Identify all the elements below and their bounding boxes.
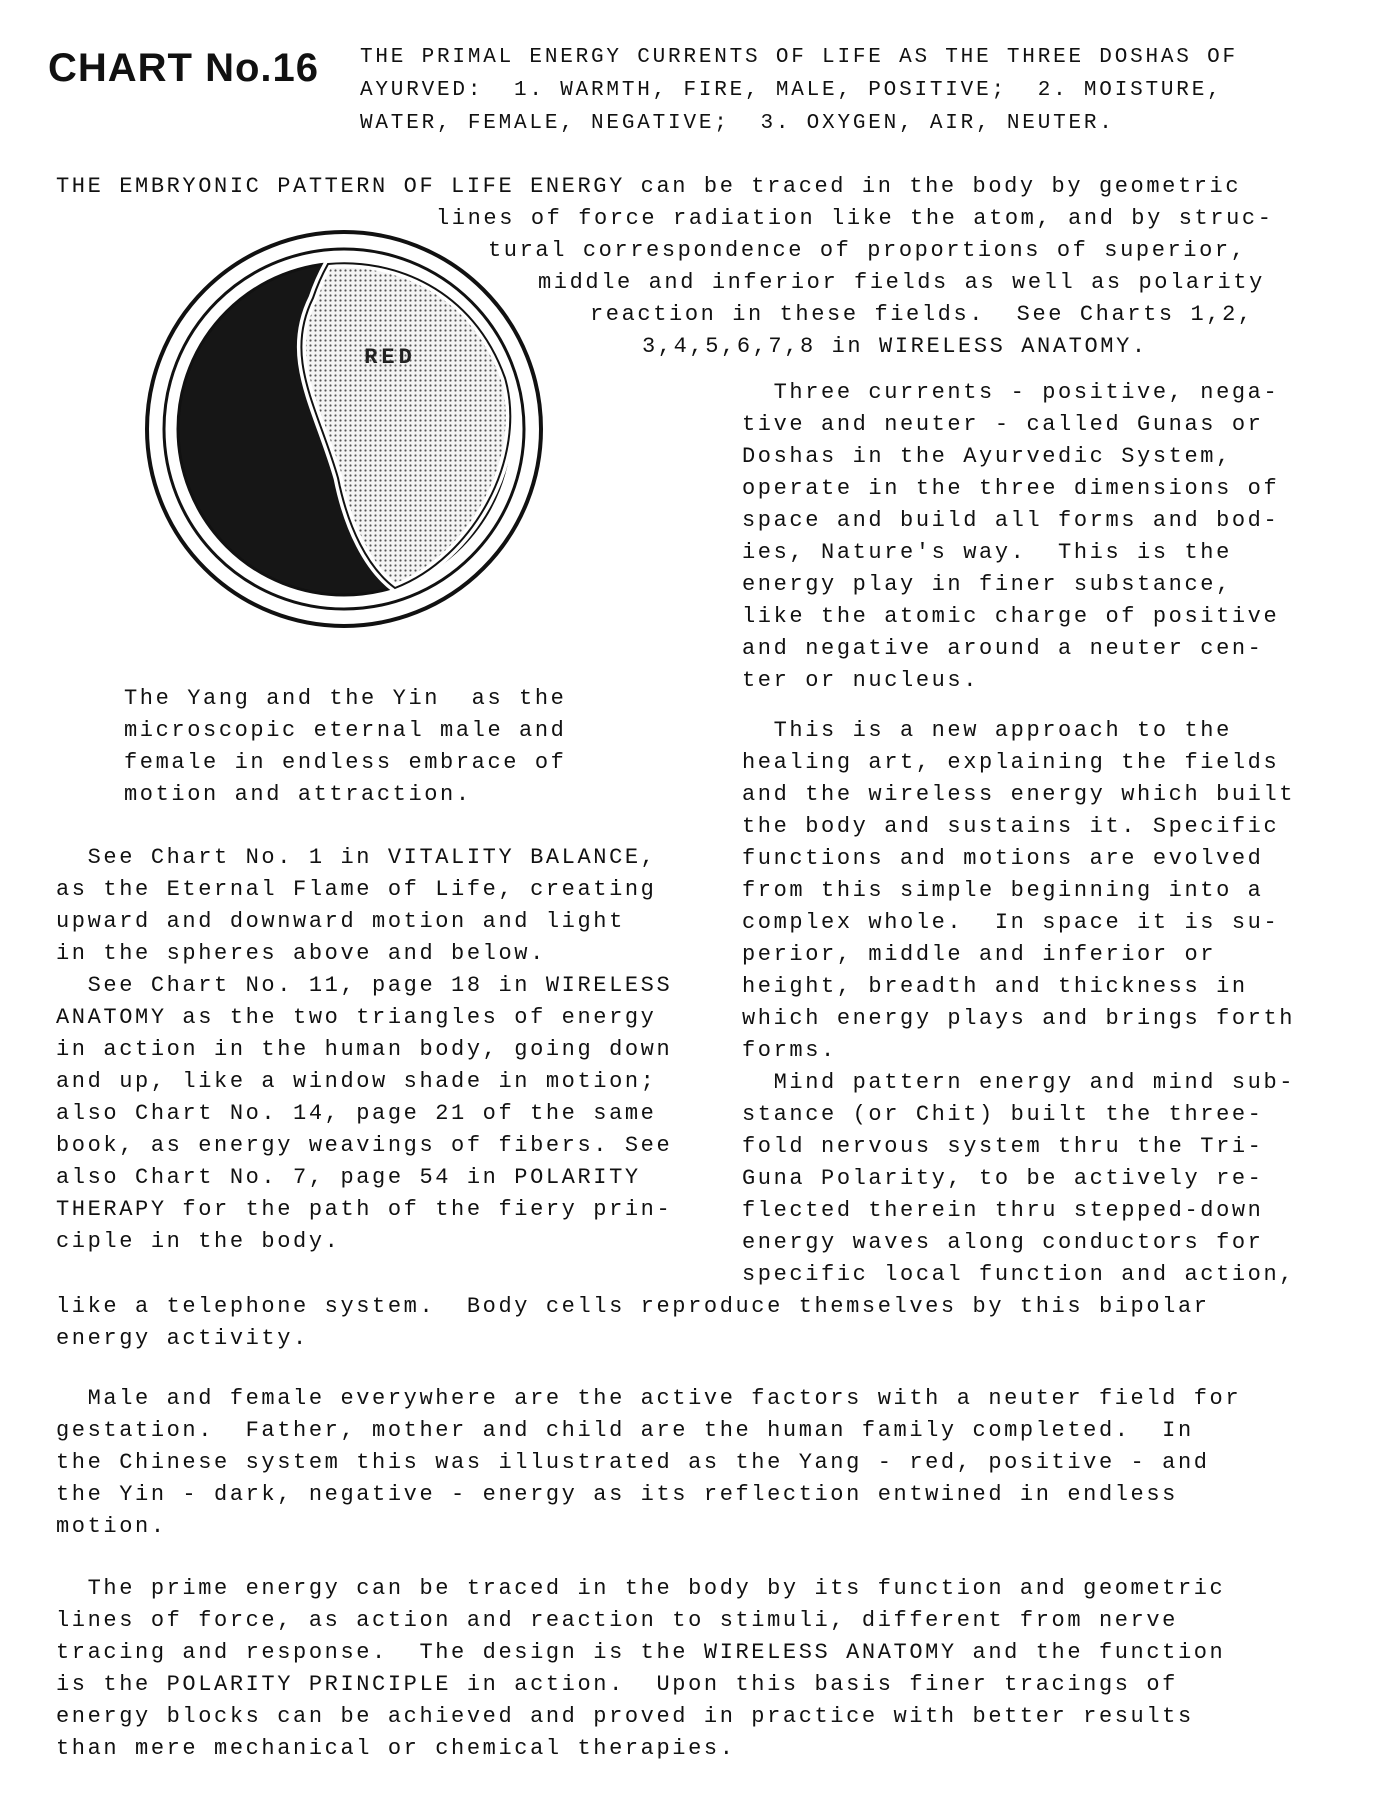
- paragraph-line: the Yin - dark, negative - energy as its reflection entwined in endless: [56, 1482, 1178, 1507]
- right-column-line: operate in the three dimensions of: [742, 476, 1280, 501]
- right-column-line: stance (or Chit) built the three-: [742, 1102, 1264, 1127]
- chart-number-heading: CHART No.16: [48, 46, 320, 90]
- right-column-line: like the atomic charge of positive: [742, 604, 1280, 629]
- left-column-line: See Chart No. 11, page 18 in WIRELESS: [56, 973, 673, 998]
- red-label: RED: [364, 345, 416, 370]
- intro-line: middle and inferior fields as well as polarity: [538, 270, 1265, 295]
- right-column-line: functions and motions are evolved: [742, 846, 1264, 871]
- right-column-line: forms.: [742, 1038, 837, 1063]
- right-column-line: the body and sustains it. Specific: [742, 814, 1280, 839]
- right-column-line: perior, middle and inferior or: [742, 942, 1217, 967]
- right-column-line: energy play in finer substance,: [742, 572, 1232, 597]
- paragraph-line: gestation. Father, mother and child are the human family completed. In: [56, 1418, 1194, 1443]
- subtitle-line: WATER, FEMALE, NEGATIVE; 3. OXYGEN, AIR, NEUTER.: [360, 112, 1115, 135]
- left-column-line: upward and downward motion and light: [56, 909, 625, 934]
- paragraph-line: the Chinese system this was illustrated as the Yang - red, positive - and: [56, 1450, 1210, 1475]
- right-column-line: energy waves along conductors for: [742, 1230, 1264, 1255]
- right-column-line: ies, Nature's way. This is the: [742, 540, 1232, 565]
- right-column-line: healing art, explaining the fields: [742, 750, 1280, 775]
- caption-line: female in endless embrace of: [124, 750, 567, 775]
- left-column-line: also Chart No. 7, page 54 in POLARITY: [56, 1165, 641, 1190]
- right-column-line: flected therein thru stepped-down: [742, 1198, 1264, 1223]
- right-column-line: Guna Polarity, to be actively re-: [742, 1166, 1264, 1191]
- right-column-line: and the wireless energy which built: [742, 782, 1296, 807]
- paragraph-line: motion.: [56, 1514, 167, 1539]
- paragraph-line: Male and female everywhere are the active factors with a neuter field for: [56, 1386, 1242, 1411]
- left-column-line: as the Eternal Flame of Life, creating: [56, 877, 657, 902]
- right-column-line: tive and neuter - called Gunas or: [742, 412, 1264, 437]
- intro-line: tural correspondence of proportions of superior,: [488, 238, 1247, 263]
- intro-line: THE EMBRYONIC PATTERN OF LIFE ENERGY can be traced in the body by geometric: [56, 174, 1242, 199]
- intro-line: lines of force radiation like the atom, and by struc-: [436, 206, 1274, 231]
- right-column-line: from this simple beginning into a: [742, 878, 1264, 903]
- left-column-line: also Chart No. 14, page 21 of the same: [56, 1101, 657, 1126]
- left-column-line: book, as energy weavings of fibers. See: [56, 1133, 673, 1158]
- intro-line: 3,4,5,6,7,8 in WIRELESS ANATOMY.: [642, 334, 1148, 359]
- left-column-line: in the spheres above and below.: [56, 941, 546, 966]
- right-column-line: Three currents - positive, nega-: [742, 380, 1280, 405]
- right-column-line: ter or nucleus.: [742, 668, 980, 693]
- yin-yang-figure: [143, 228, 545, 630]
- paragraph-line: is the POLARITY PRINCIPLE in action. Upon this basis finer tracings of: [56, 1672, 1178, 1697]
- left-column-line: and up, like a window shade in motion;: [56, 1069, 657, 1094]
- right-column-line: complex whole. In space it is su-: [742, 910, 1280, 935]
- right-column-line: height, breadth and thickness in: [742, 974, 1248, 999]
- caption-line: The Yang and the Yin as the: [124, 686, 567, 711]
- left-column-line: ANATOMY as the two triangles of energy: [56, 1005, 657, 1030]
- right-column-line: and negative around a neuter cen-: [742, 636, 1264, 661]
- paragraph-line: The prime energy can be traced in the body by its function and geometric: [56, 1576, 1226, 1601]
- subtitle-line: THE PRIMAL ENERGY CURRENTS OF LIFE AS THE THREE DOSHAS OF: [360, 46, 1238, 69]
- intro-line: reaction in these fields. See Charts 1,2,: [590, 302, 1254, 327]
- right-column-line: specific local function and action,: [742, 1262, 1296, 1287]
- paragraph-line: than mere mechanical or chemical therapies.: [56, 1736, 736, 1761]
- right-column-line: Mind pattern energy and mind sub-: [742, 1070, 1296, 1095]
- right-column-line: This is a new approach to the: [742, 718, 1232, 743]
- right-column-line: fold nervous system thru the Tri-: [742, 1134, 1264, 1159]
- paragraph-line: energy blocks can be achieved and proved in practice with better results: [56, 1704, 1194, 1729]
- subtitle-line: AYURVED: 1. WARMTH, FIRE, MALE, POSITIVE; 2. MOISTURE,: [360, 79, 1223, 102]
- left-column-line: in action in the human body, going down: [56, 1037, 673, 1062]
- left-column-line: ciple in the body.: [56, 1229, 341, 1254]
- right-column-line: Doshas in the Ayurvedic System,: [742, 444, 1232, 469]
- paragraph-line: tracing and response. The design is the WIRELESS ANATOMY and the function: [56, 1640, 1226, 1665]
- paragraph-line: lines of force, as action and reaction to stimuli, different from nerve: [56, 1608, 1178, 1633]
- left-column-line: THERAPY for the path of the fiery prin-: [56, 1197, 673, 1222]
- right-column-line: which energy plays and brings forth: [742, 1006, 1296, 1031]
- caption-line: motion and attraction.: [124, 782, 472, 807]
- continuation-line: energy activity.: [56, 1326, 309, 1351]
- right-column-line: space and build all forms and bod-: [742, 508, 1280, 533]
- continuation-line: like a telephone system. Body cells reproduce themselves by this bipolar: [56, 1294, 1210, 1319]
- caption-line: microscopic eternal male and: [124, 718, 567, 743]
- left-column-line: See Chart No. 1 in VITALITY BALANCE,: [56, 845, 657, 870]
